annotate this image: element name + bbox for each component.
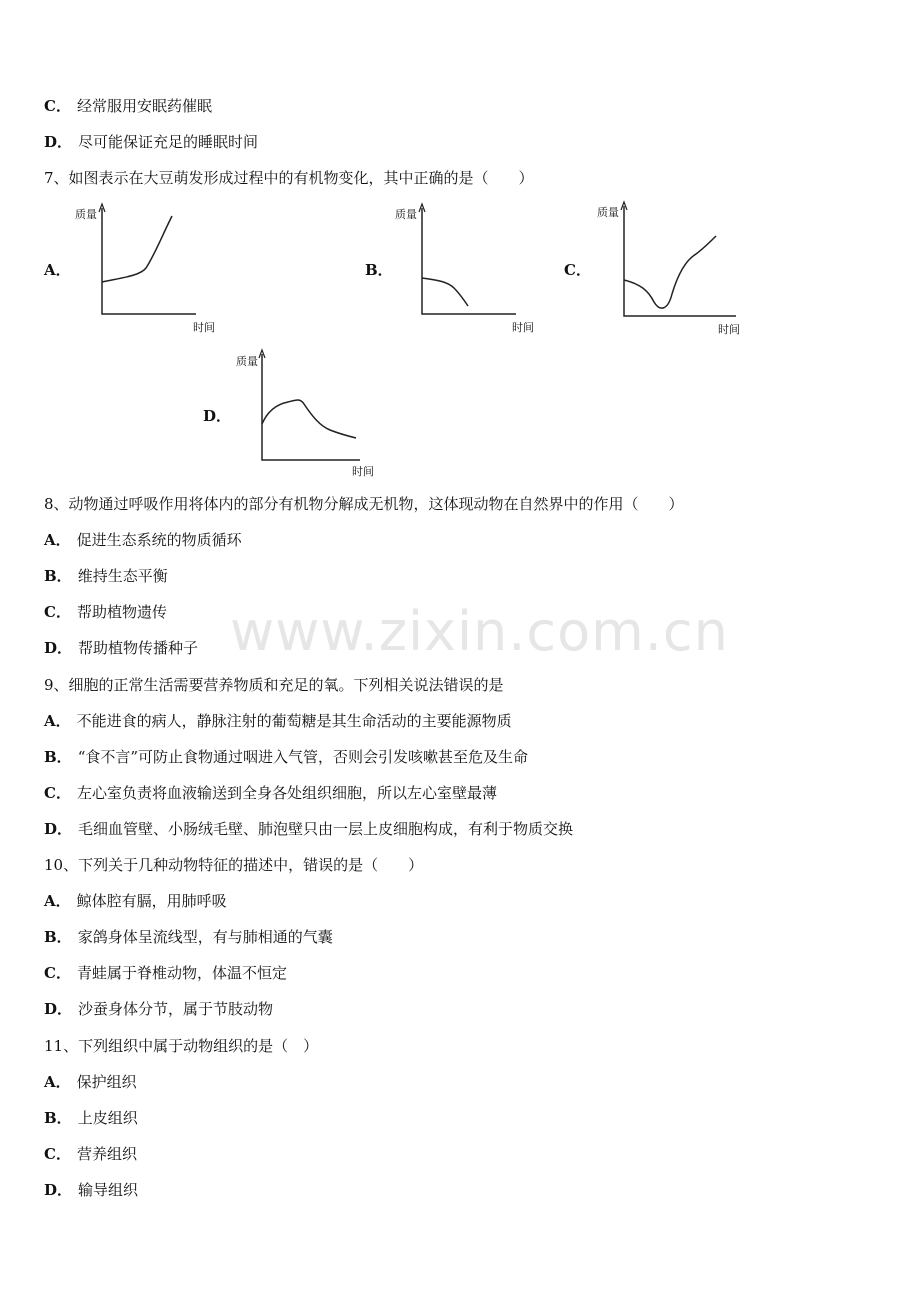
option-text: 尽可能保证充足的睡眠时间 [78,133,259,151]
q9-option-a [44,711,512,731]
graph-c [612,198,742,322]
graph-b-axes [422,208,516,314]
q8-stem: 8、动物通过呼吸作用将体内的部分有机物分解成无机物，这体现动物在自然界中的作用（ ） [44,495,684,513]
option-label: D． [44,1181,73,1199]
option-label: A． [44,1073,71,1091]
option-text: 帮助植物遗传 [76,603,167,621]
option-text: 营养组织 [76,1145,137,1163]
option-text: 促进生态系统的物质循环 [76,531,242,549]
option-label: D． [44,639,73,657]
graph-d-curve [262,400,356,438]
option-text: 家鸽身体呈流线型，有与肺相通的气囊 [77,928,333,946]
option-label: C． [44,784,71,802]
option-label: C． [44,603,71,621]
graph-d [250,346,365,466]
option-text: 青蛙属于脊椎动物，体温不恒定 [76,964,287,982]
option-label: A． [44,892,71,910]
q11-option-c [44,1144,137,1164]
q10-option-c [44,963,287,983]
option-text: 沙蚕身体分节，属于节肢动物 [78,1000,274,1018]
option-text: 输导组织 [78,1181,139,1199]
option-text: 保护组织 [76,1073,137,1091]
q10-option-d [44,999,273,1019]
graph-d-xlabel: 时间 [352,465,374,478]
option-text: 帮助植物传播种子 [78,639,199,657]
option-text: 经常服用安眠药催眠 [76,97,212,115]
graph-a-curve [102,216,172,282]
q7-stem: 7、如图表示在大豆萌发形成过程中的有机物变化，其中正确的是（ ） [44,169,534,187]
graph-c-letter: C． [564,261,591,279]
q11-option-d [44,1180,138,1200]
graph-b-xlabel: 时间 [512,321,534,334]
option-label: C． [44,97,71,115]
q9-option-c [44,783,497,803]
graph-a-ylabel: 质量 [75,208,97,221]
option-label: A． [44,531,71,549]
q8-option-a [44,530,242,550]
option-label: B． [44,567,72,585]
option-text: 毛细血管壁、小肠绒毛壁、肺泡壁只由一层上皮细胞构成，有利于物质交换 [78,820,574,838]
q9-option-b [44,747,528,767]
q11-option-b [44,1108,138,1128]
option-label: A． [44,712,71,730]
option-label: B． [44,928,72,946]
option-label: D． [44,133,73,151]
graph-a-xlabel: 时间 [193,321,215,334]
option-text: 维持生态平衡 [77,567,168,585]
graph-c-axes [624,206,736,316]
q10-stem: 10、下列关于几种动物特征的描述中，错误的是（ ） [44,856,424,874]
graph-c-curve [624,236,716,308]
q11-option-a [44,1072,137,1092]
q8-option-b [44,566,168,586]
q10-option-b [44,927,333,947]
q8-option-d [44,638,198,658]
option-label: B． [44,748,72,766]
q10-option-a [44,891,227,911]
option-text: 左心室负责将血液输送到全身各处组织细胞，所以左心室壁最薄 [76,784,497,802]
graph-d-letter: D． [203,407,232,425]
graph-c-ylabel: 质量 [597,206,619,219]
q6-option-d [44,132,258,152]
option-label: D． [44,1000,73,1018]
watermark-text: www.zixin.com.cn [230,600,729,663]
q6-option-c [44,96,212,116]
graph-b [410,200,520,322]
graph-b-letter: B． [365,261,393,279]
option-text: 鲸体腔有膈，用肺呼吸 [76,892,227,910]
graph-b-ylabel: 质量 [395,208,417,221]
q9-option-d [44,819,573,839]
graph-a [90,200,200,322]
option-label: B． [44,1109,72,1127]
q11-stem: 11、下列组织中属于动物组织的是（ ） [44,1037,319,1055]
q8-option-c [44,602,167,622]
option-label: D． [44,820,73,838]
option-text: 上皮组织 [77,1109,138,1127]
option-label: C． [44,964,71,982]
graph-d-ylabel: 质量 [236,355,258,368]
option-text: 不能进食的病人，静脉注射的葡萄糖是其生命活动的主要能源物质 [76,712,512,730]
graph-a-axes [102,208,196,314]
graph-b-curve [422,278,468,306]
graph-c-xlabel: 时间 [718,323,740,336]
option-label: C． [44,1145,71,1163]
graph-a-letter: A． [44,261,71,279]
q9-stem: 9、细胞的正常生活需要营养物质和充足的氧。下列相关说法错误的是 [44,676,504,694]
option-text: “食不言”可防止食物通过咽进入气管，否则会引发咳嗽甚至危及生命 [77,748,529,766]
